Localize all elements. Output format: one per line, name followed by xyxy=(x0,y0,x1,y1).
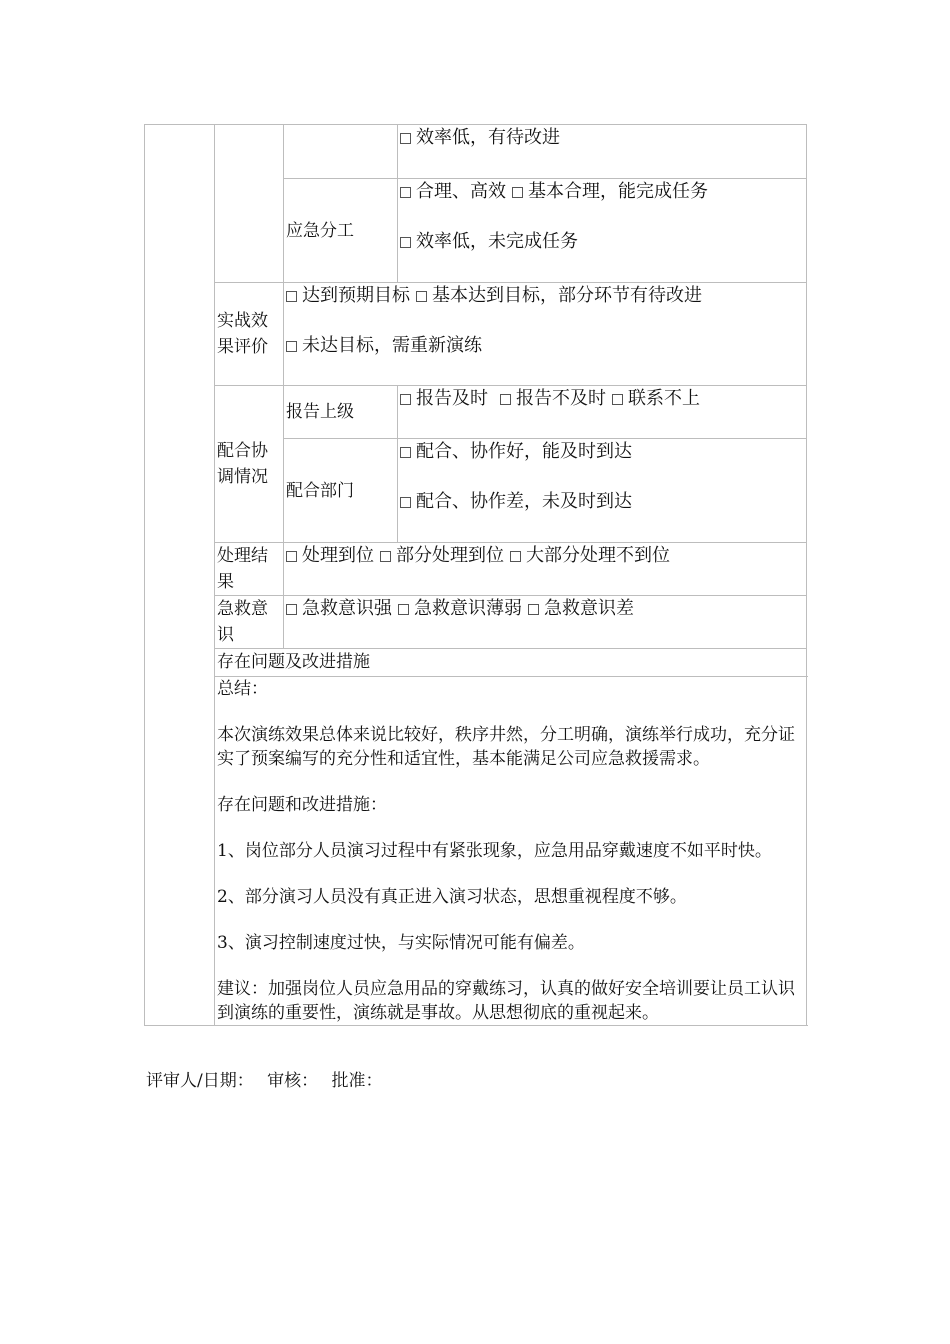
checkbox-icon[interactable] xyxy=(286,551,297,562)
report-label: 报告上级 xyxy=(284,386,398,439)
checkbox-icon[interactable] xyxy=(512,187,523,198)
checkbox-icon[interactable] xyxy=(528,604,539,615)
checkbox-icon[interactable] xyxy=(400,394,411,405)
summary-title: 总结： xyxy=(217,679,268,699)
issue-item-1: 1、岗位部分人员演习过程中有紧张现象，应急用品穿戴速度不如平时快。 xyxy=(217,841,772,861)
evaluation-table xyxy=(144,124,807,1026)
coordination-label: 配合协调情况 xyxy=(215,386,284,543)
issue-item-2: 2、部分演习人员没有真正进入演习状态，思想重视程度不够。 xyxy=(217,887,687,907)
checkbox-icon[interactable] xyxy=(612,394,623,405)
summary-paragraph: 本次演练效果总体来说比较好，秩序井然，分工明确，演练举行成功，充分证实了预案编写的充分性和适宜性，基本能满足公司应急救援需求。 xyxy=(217,725,795,769)
blank-subcategory-cell xyxy=(284,125,398,179)
checkbox-icon[interactable] xyxy=(500,394,511,405)
checkbox-icon[interactable] xyxy=(286,341,297,352)
result-label: 处理结果 xyxy=(215,543,284,596)
checkbox-icon[interactable] xyxy=(400,447,411,458)
division-options: 合理、高效 基本合理，能完成任务 效率低，未完成任务 xyxy=(398,179,807,283)
firstaid-label: 急救意识 xyxy=(215,596,284,649)
checkbox-icon[interactable] xyxy=(380,551,391,562)
efficiency-options: 效率低，有待改进 xyxy=(398,125,807,179)
department-label: 配合部门 xyxy=(284,439,398,543)
department-options: 配合、协作好，能及时到达 配合、协作差，未及时到达 xyxy=(398,439,807,543)
firstaid-options: 急救意识强 急救意识薄弱 急救意识差 xyxy=(284,596,807,649)
blank-category-cell xyxy=(215,125,284,283)
division-label: 应急分工 xyxy=(284,179,398,283)
checkbox-icon[interactable] xyxy=(286,291,297,302)
suggestion-paragraph: 建议：加强岗位人员应急用品的穿戴练习，认真的做好安全培训要让员工认识到演练的重要性，演练就是事故。从思想彻底的重视起来。 xyxy=(217,979,795,1023)
audit-label: 审核： xyxy=(267,1071,319,1091)
checkbox-icon[interactable] xyxy=(400,237,411,248)
blank-left-column xyxy=(145,125,215,1026)
checkbox-icon[interactable] xyxy=(286,604,297,615)
checkbox-icon[interactable] xyxy=(400,133,411,144)
issues-subtitle: 存在问题和改进措施： xyxy=(217,795,387,815)
checkbox-icon[interactable] xyxy=(398,604,409,615)
report-options: 报告及时 报告不及时 联系不上 xyxy=(398,386,807,439)
issue-item-3: 3、演习控制速度过快，与实际情况可能有偏差。 xyxy=(217,933,585,953)
approve-label: 批准： xyxy=(331,1071,383,1091)
reviewer-label: 评审人/日期： xyxy=(146,1071,254,1091)
summary-cell xyxy=(215,677,807,1026)
effect-options: 达到预期目标 基本达到目标，部分环节有待改进 未达目标，需重新演练 xyxy=(284,283,807,386)
signature-line xyxy=(146,1066,391,1091)
evaluation-form xyxy=(144,124,806,1026)
checkbox-icon[interactable] xyxy=(510,551,521,562)
checkbox-icon[interactable] xyxy=(400,497,411,508)
checkbox-icon[interactable] xyxy=(416,291,427,302)
result-options: 处理到位 部分处理到位 大部分处理不到位 xyxy=(284,543,807,596)
checkbox-icon[interactable] xyxy=(400,187,411,198)
effect-label: 实战效果评价 xyxy=(215,283,284,386)
issues-header: 存在问题及改进措施 xyxy=(215,649,807,677)
